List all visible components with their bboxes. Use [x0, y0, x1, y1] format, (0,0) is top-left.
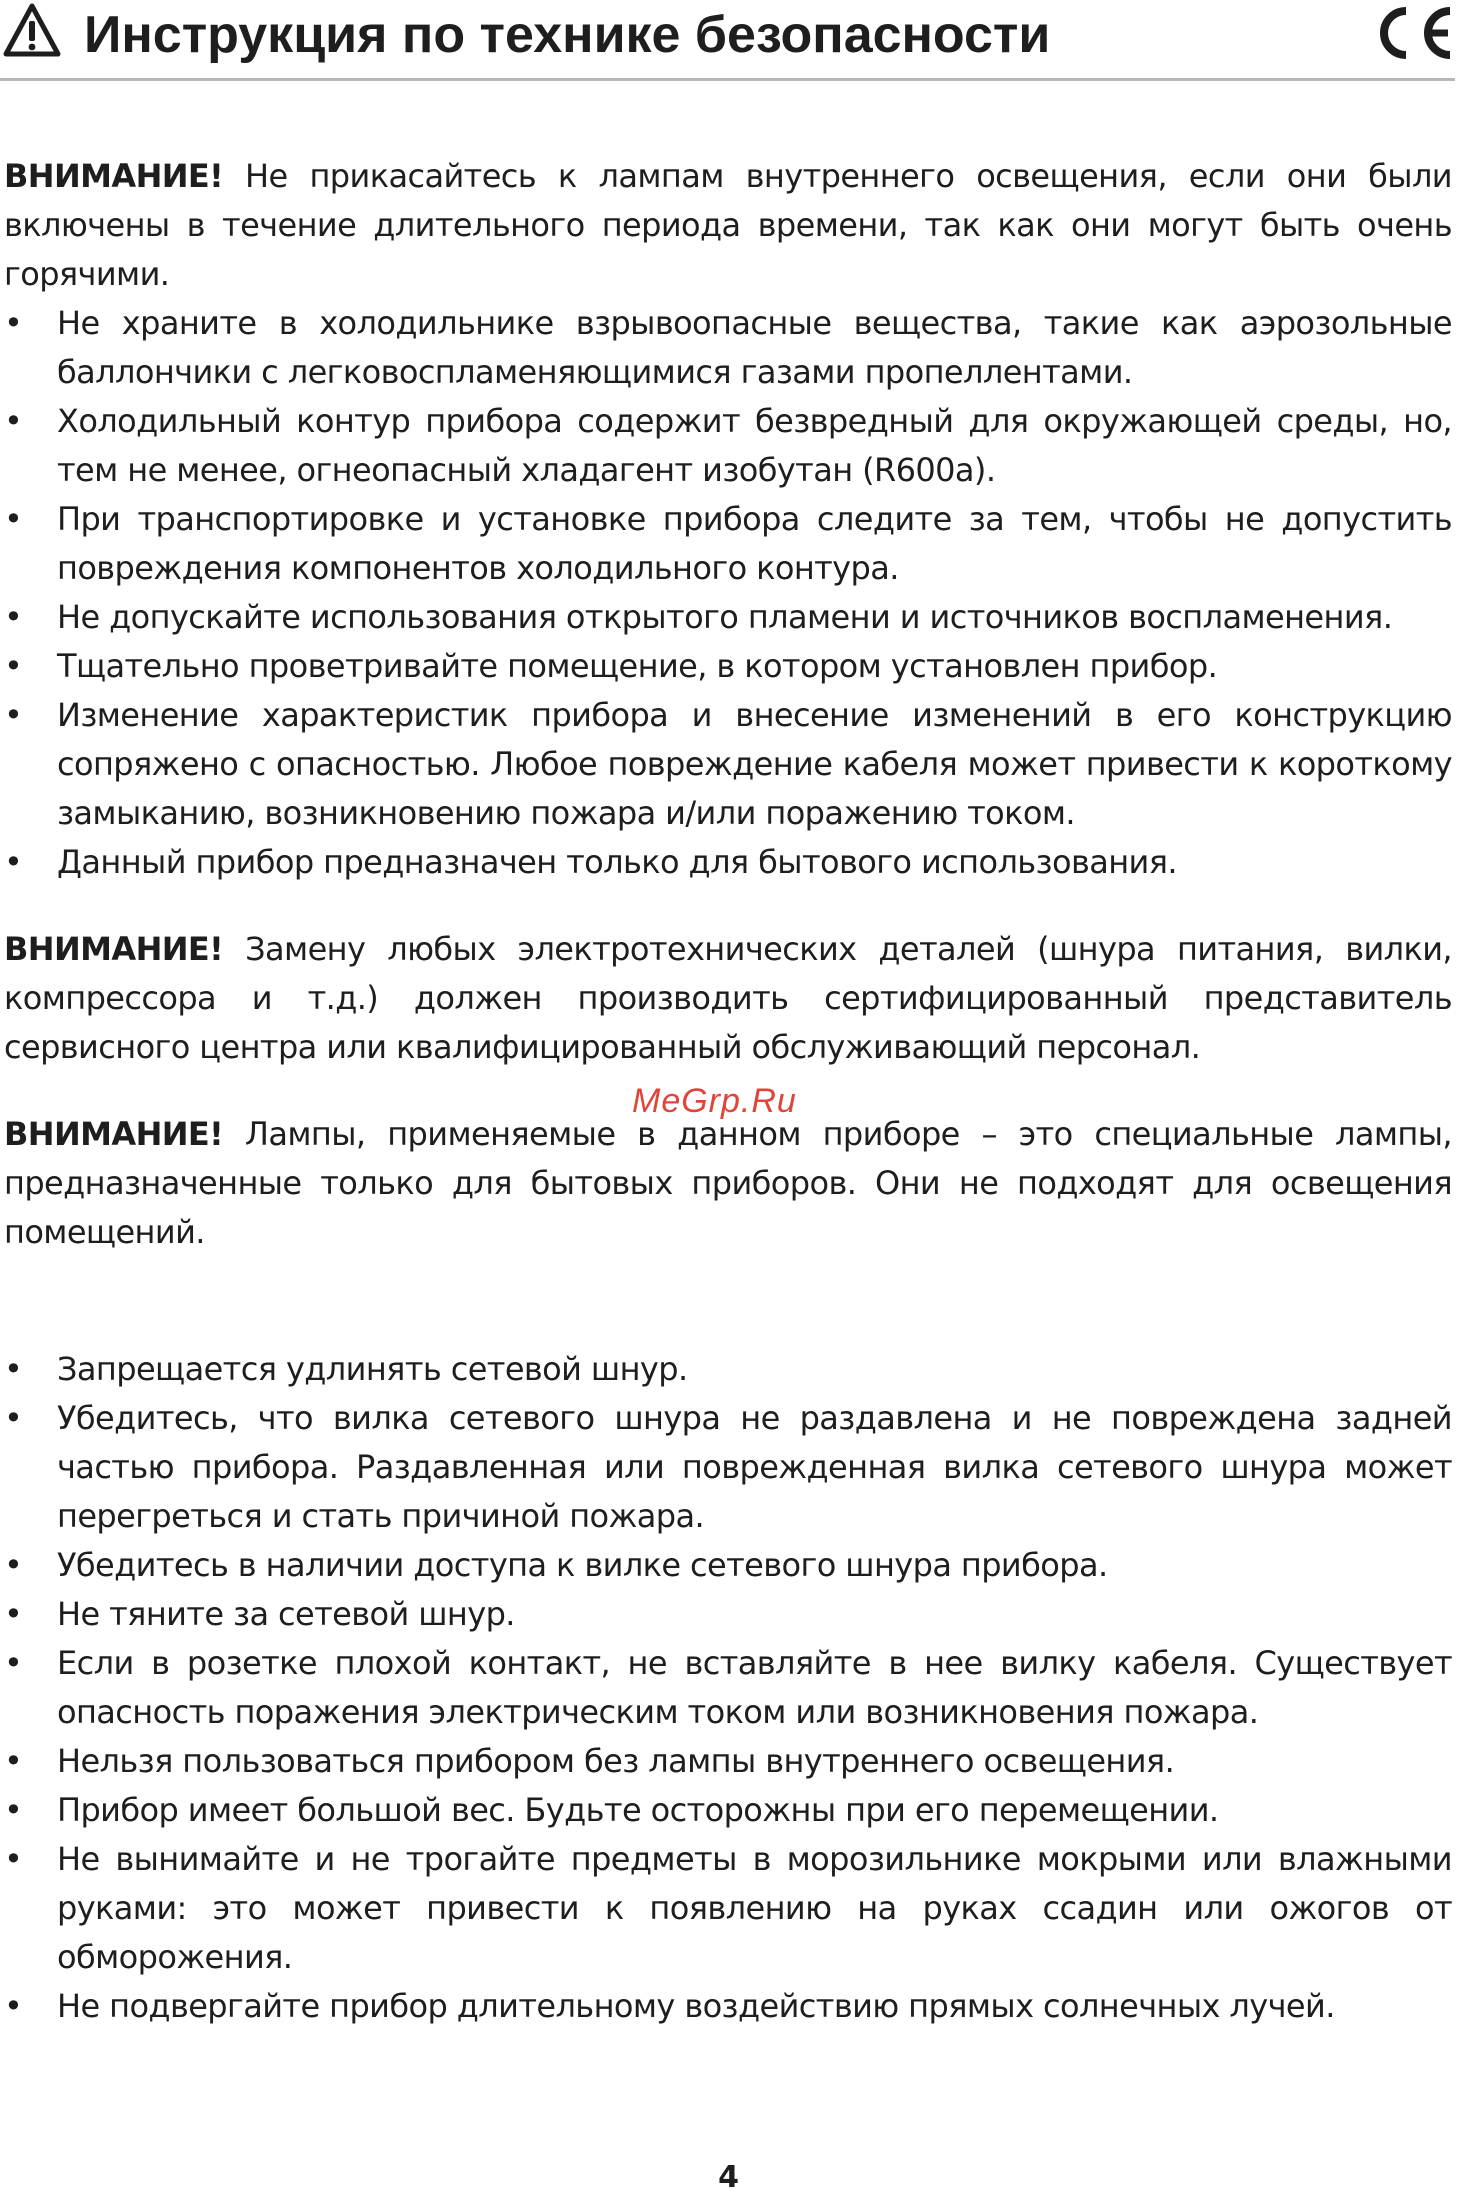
warning-text: Замену любых электротехнических деталей (шнура питания, вилки, компрессора и т.д.) должен производить сертифицированный представитель сервисного центра или квалифицированный обслуживающий персонал. [4, 930, 1452, 1066]
list-item [4, 1345, 1452, 1394]
list-item [4, 1394, 1452, 1541]
warning-paragraph-lamps-heat [4, 152, 1452, 299]
list-item [4, 1639, 1452, 1737]
list-item-text: Убедитесь в наличии доступа к вилке сетевого шнура прибора. [57, 1546, 1108, 1584]
list-item [4, 1786, 1452, 1835]
spacer [4, 887, 1452, 925]
bullet-marker: • [4, 500, 23, 538]
list-item-text: Убедитесь, что вилка сетевого шнура не раздавлена и не повреждена задней частью прибора. Раздавленная или поврежденная вилка сетевого шнура может перегреться и стать причиной пожара. [57, 1399, 1452, 1535]
warning-paragraph-special-lamps [4, 1110, 1452, 1257]
bullet-marker: • [4, 598, 23, 636]
list-item [4, 1982, 1452, 2031]
bullet-marker: • [4, 1791, 23, 1829]
bullet-marker: • [4, 647, 23, 685]
watermark: MeGrp.Ru [632, 1082, 797, 1120]
warning-paragraph-electrical-parts [4, 925, 1452, 1072]
safety-list-2 [4, 1345, 1452, 2031]
bullet-marker: • [4, 1840, 23, 1878]
spacer [4, 1257, 1452, 1345]
bullet-marker: • [4, 402, 23, 440]
bullet-marker: • [4, 1546, 23, 1584]
list-item-text: Не храните в холодильнике взрывоопасные вещества, такие как аэрозольные баллончики с легковоспламеняющимися газами пропеллентами. [57, 304, 1452, 391]
list-item-text: Не вынимайте и не трогайте предметы в морозильнике мокрыми или влажными руками: это может привести к появлению на руках ссадин или ожогов от обморожения. [57, 1840, 1452, 1976]
safety-list-1 [4, 299, 1452, 887]
header-divider [0, 78, 1455, 81]
bullet-marker: • [4, 843, 23, 881]
list-item [4, 1590, 1452, 1639]
warning-label: ВНИМАНИЕ! [4, 157, 224, 195]
list-item-text: Данный прибор предназначен только для бытового использования. [57, 843, 1177, 881]
warning-triangle-icon [2, 2, 62, 58]
ce-mark-icon [1368, 4, 1454, 62]
list-item-text: Тщательно проветривайте помещение, в котором установлен прибор. [57, 647, 1218, 685]
bullet-marker: • [4, 1742, 23, 1780]
warning-text: Лампы, применяемые в данном приборе – это специальные лампы, предназначенные только для бытовых приборов. Они не подходят для освещения помещений. [4, 1115, 1452, 1251]
page-header [0, 0, 1457, 80]
bullet-marker: • [4, 1399, 23, 1437]
warning-label: ВНИМАНИЕ! [4, 930, 224, 968]
list-item-text: Не допускайте использования открытого пламени и источников воспламенения. [57, 598, 1393, 636]
warning-text: Не прикасайтесь к лампам внутреннего освещения, если они были включены в течение длительного периода времени, так как они могут быть очень горячими. [4, 157, 1452, 293]
list-item-text: При транспортировке и установке прибора следите за тем, чтобы не допустить повреждения компонентов холодильного контура. [57, 500, 1452, 587]
list-item [4, 642, 1452, 691]
list-item [4, 1737, 1452, 1786]
list-item [4, 838, 1452, 887]
list-item-text: Если в розетке плохой контакт, не вставляйте в нее вилку кабеля. Существует опасность поражения электрическим током или возникновения пожара. [57, 1644, 1452, 1731]
list-item-text: Холодильный контур прибора содержит безвредный для окружающей среды, но, тем не менее, огнеопасный хладагент изобутан (R600a). [57, 402, 1452, 489]
bullet-marker: • [4, 696, 23, 734]
list-item [4, 299, 1452, 397]
list-item [4, 1835, 1452, 1982]
list-item [4, 397, 1452, 495]
bullet-marker: • [4, 1987, 23, 2025]
list-item [4, 1541, 1452, 1590]
list-item-text: Запрещается удлинять сетевой шнур. [57, 1350, 688, 1388]
bullet-marker: • [4, 1644, 23, 1682]
bullet-marker: • [4, 304, 23, 342]
list-item-text: Нельзя пользоваться прибором без лампы внутреннего освещения. [57, 1742, 1175, 1780]
list-item-text: Изменение характеристик прибора и внесение изменений в его конструкцию сопряжено с опасностью. Любое повреждение кабеля может привести к короткому замыканию, возникновению пожара и/или поражению током. [57, 696, 1452, 832]
page-title: Инструкция по технике безопасности [84, 6, 1051, 64]
list-item [4, 691, 1452, 838]
bullet-marker: • [4, 1350, 23, 1388]
list-item-text: Не подвергайте прибор длительному воздействию прямых солнечных лучей. [57, 1987, 1335, 2025]
list-item-text: Не тяните за сетевой шнур. [57, 1595, 515, 1633]
list-item-text: Прибор имеет большой вес. Будьте осторожны при его перемещении. [57, 1791, 1219, 1829]
list-item [4, 495, 1452, 593]
list-item [4, 593, 1452, 642]
page-number: 4 [718, 2160, 739, 2195]
bullet-marker: • [4, 1595, 23, 1633]
warning-label: ВНИМАНИЕ! [4, 1115, 224, 1153]
